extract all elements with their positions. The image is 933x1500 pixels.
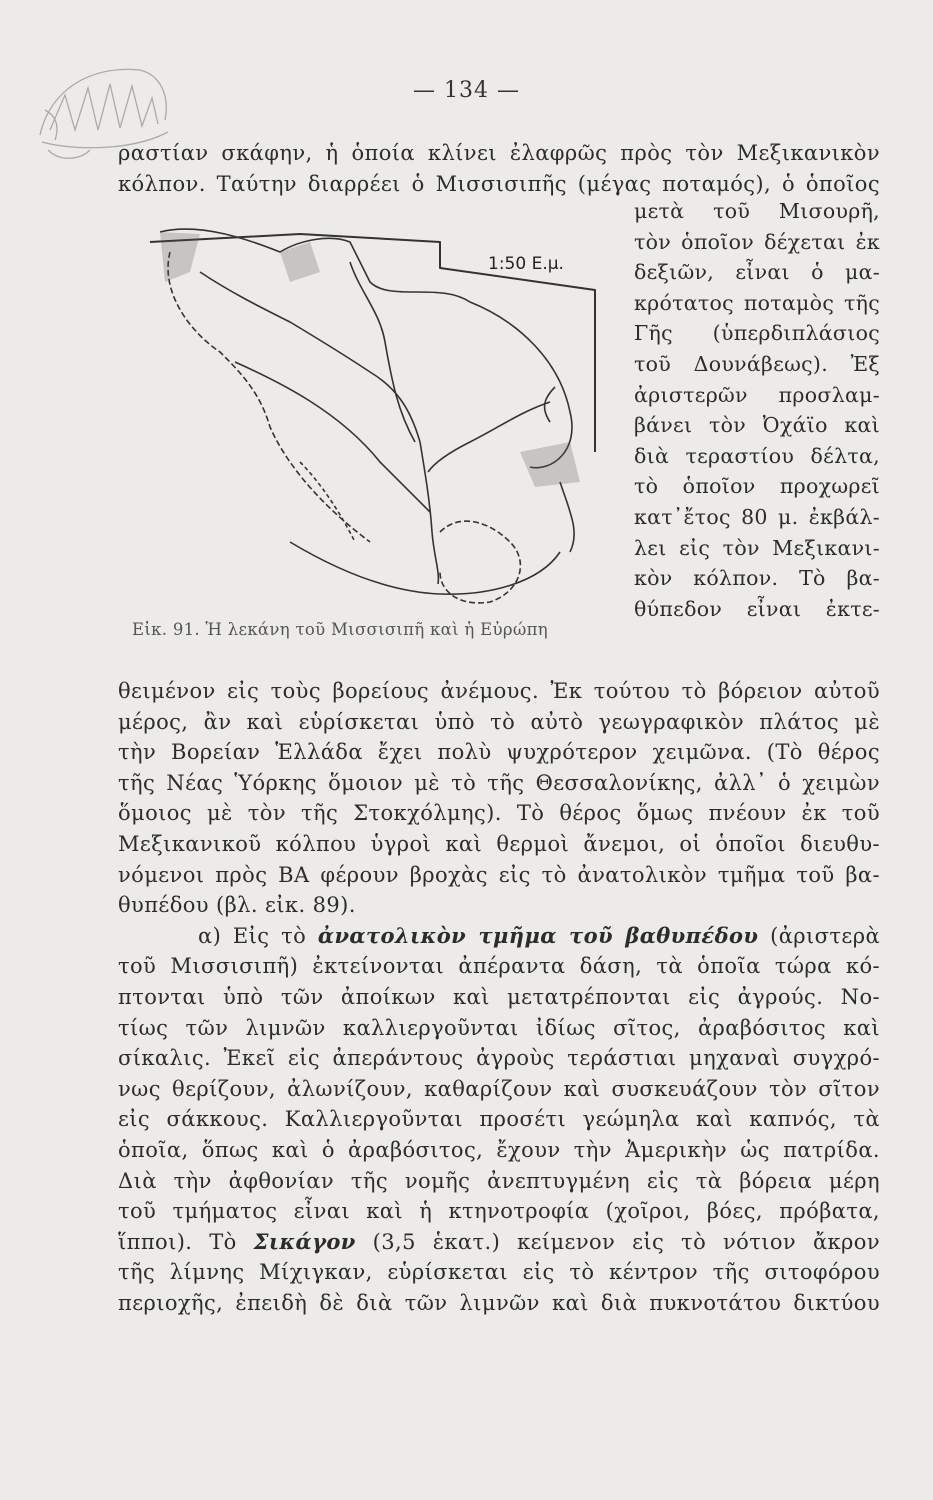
text-line: εἰς σάκκους. Καλλιεργοῦνται προσέτι γεώμηλα καὶ καπνός, τὰ bbox=[118, 1107, 880, 1132]
text-line: δεξιῶν, εἶναι ὁ μα- bbox=[634, 260, 880, 285]
side-column-text bbox=[634, 196, 880, 624]
top-paragraph bbox=[118, 138, 880, 199]
text-line: ραστίαν σκάφην, ἡ ὁποία κλίνει ἐλαφρῶς πρὸς τὸν Μεξικανικὸν bbox=[118, 141, 880, 165]
text-line: Γῆς (ὑπερδιπλάσιος bbox=[634, 321, 880, 346]
text-line: κὸν κόλπον. Τὸ βα- bbox=[634, 566, 880, 591]
chicago-suffix: (3,5 ἑκατ.) κείμενον εἰς τὸ νότιον ἄκρον bbox=[372, 1229, 880, 1254]
text-line: θύπεδον εἶναι ἐκτε- bbox=[634, 596, 880, 621]
text-line: ἀριστερῶν προσλαμ- bbox=[634, 382, 880, 407]
chicago-name: Σικάγον bbox=[253, 1228, 356, 1254]
text-line: τοῦ τμήματος εἶναι καὶ ἡ κτηνοτροφία (χοῖροι, βόες, πρόβατα, bbox=[118, 1199, 880, 1224]
text-line: μετὰ τοῦ Μισουρῆ, bbox=[634, 199, 880, 223]
text-line: ὅμοιος μὲ τὸν τῆς Στοκχόλμης). Τὸ θέρος ὅμως πνέουν ἐκ τοῦ bbox=[118, 801, 880, 826]
map-scale-label: 1:50 Ε.μ. bbox=[488, 254, 564, 274]
body-paragraph bbox=[118, 676, 880, 1318]
section-a-heading-line bbox=[118, 921, 880, 952]
chicago-prefix: ἵπποι). Τὸ bbox=[118, 1229, 237, 1254]
text-line: τὴν Βορείαν Ἑλλάδα ἔχει πολὺ ψυχρότερον χειμῶνα. (Τὸ θέρος bbox=[118, 740, 880, 765]
text-line: σίκαλις. Ἐκεῖ εἰς ἀπεράντους ἀγροὺς τεράστιαι μηχαναὶ συγχρό- bbox=[118, 1046, 880, 1071]
section-a-suffix: (ἀριστερὰ bbox=[770, 923, 881, 948]
text-line: Διὰ τὴν ἀφθονίαν τῆς νομῆς ἀνεπτυγμένη εἰς τὰ βόρεια μέρη bbox=[118, 1168, 880, 1193]
text-line: κρότατος ποταμὸς τῆς bbox=[634, 290, 880, 315]
text-line: βάνει τὸν Ὀχάϊο καὶ bbox=[634, 413, 880, 438]
text-line: τῆς λίμνης Μίχιγκαν, εὑρίσκεται εἰς τὸ κέντρον τῆς σιτοφόρου bbox=[118, 1260, 880, 1285]
text-line: κατ᾿ἔτος 80 μ. ἐκβάλ- bbox=[634, 504, 880, 529]
text-line: κόλπον. Ταύτην διαρρέει ὁ Μισσισιπῆς (μέγας ποταμός), ὁ ὁποῖος bbox=[118, 171, 880, 196]
text-line: τῆς Νέας Ὑόρκης ὅμοιον μὲ τὸ τῆς Θεσσαλονίκης, ἀλλ᾿ ὁ χειμὼν bbox=[118, 770, 880, 795]
text-line: θυπέδου (βλ. εἰκ. 89). bbox=[118, 893, 356, 918]
text-line: Μεξικανικοῦ κόλπου ὑγροὶ καὶ θερμοὶ ἄνεμοι, οἱ ὁποῖοι διευθυ- bbox=[118, 831, 880, 856]
chicago-line bbox=[118, 1227, 880, 1258]
text-line: ὁποῖα, ὅπως καὶ ὁ ἀραβόσιτος, ἔχουν τὴν Ἀμερικὴν ὡς πατρίδα. bbox=[118, 1137, 880, 1162]
page-number: — 134 — bbox=[413, 78, 520, 103]
text-line: μέρος, ἂν καὶ εὑρίσκεται ὑπὸ τὸ αὐτὸ γεωγραφικὸν πλάτος μὲ bbox=[118, 709, 880, 734]
section-a-heading: ἀνατολικὸν τμῆμα τοῦ βαθυπέδου bbox=[317, 922, 759, 948]
text-line: θειμένον εἰς τοὺς βορείους ἀνέμους. Ἐκ τούτου τὸ βόρειον αὐτοῦ bbox=[118, 679, 880, 703]
text-line: διὰ τεραστίου δέλτα, bbox=[634, 443, 880, 468]
text-line: περιοχῆς, ἐπειδὴ δὲ διὰ τῶν λιμνῶν καὶ διὰ πυκνοτάτου δικτύου bbox=[118, 1290, 880, 1315]
text-line: λει εἰς τὸν Μεξικανι- bbox=[634, 535, 880, 560]
text-line: πτονται ὑπὸ τῶν ἀποίκων καὶ μετατρέπονται εἰς ἀγρούς. Νο- bbox=[118, 984, 880, 1009]
section-a-prefix: α) Εἰς τὸ bbox=[198, 923, 307, 948]
text-line: νως θερίζουν, ἀλωνίζουν, καθαρίζουν καὶ συσκευάζουν τὸν σῖτον bbox=[118, 1076, 880, 1101]
text-line: νόμενοι πρὸς ΒΑ φέρουν βροχὰς εἰς τὸ ἀνατολικὸν τμῆμα τοῦ βα- bbox=[118, 862, 880, 887]
text-line: τὸ ὁποῖον προχωρεῖ bbox=[634, 474, 880, 499]
figure-caption: Εἰκ. 91. Ἡ λεκάνη τοῦ Μισσισιπῆ καὶ ἡ Εὐρώπη bbox=[132, 620, 548, 639]
text-line: τὸν ὁποῖον δέχεται ἐκ bbox=[634, 229, 880, 254]
text-line: τοῦ Μισσισιπῆ) ἐκτείνονται ἀπέραντα δάση, τὰ ὁποῖα τώρα κό- bbox=[118, 954, 880, 979]
text-line: τίως τῶν λιμνῶν καλλιεργοῦνται ἰδίως σῖτος, ἀραβόσιτος καὶ bbox=[118, 1015, 880, 1040]
text-line: τοῦ Δουνάβεως). Ἐξ bbox=[634, 351, 880, 376]
